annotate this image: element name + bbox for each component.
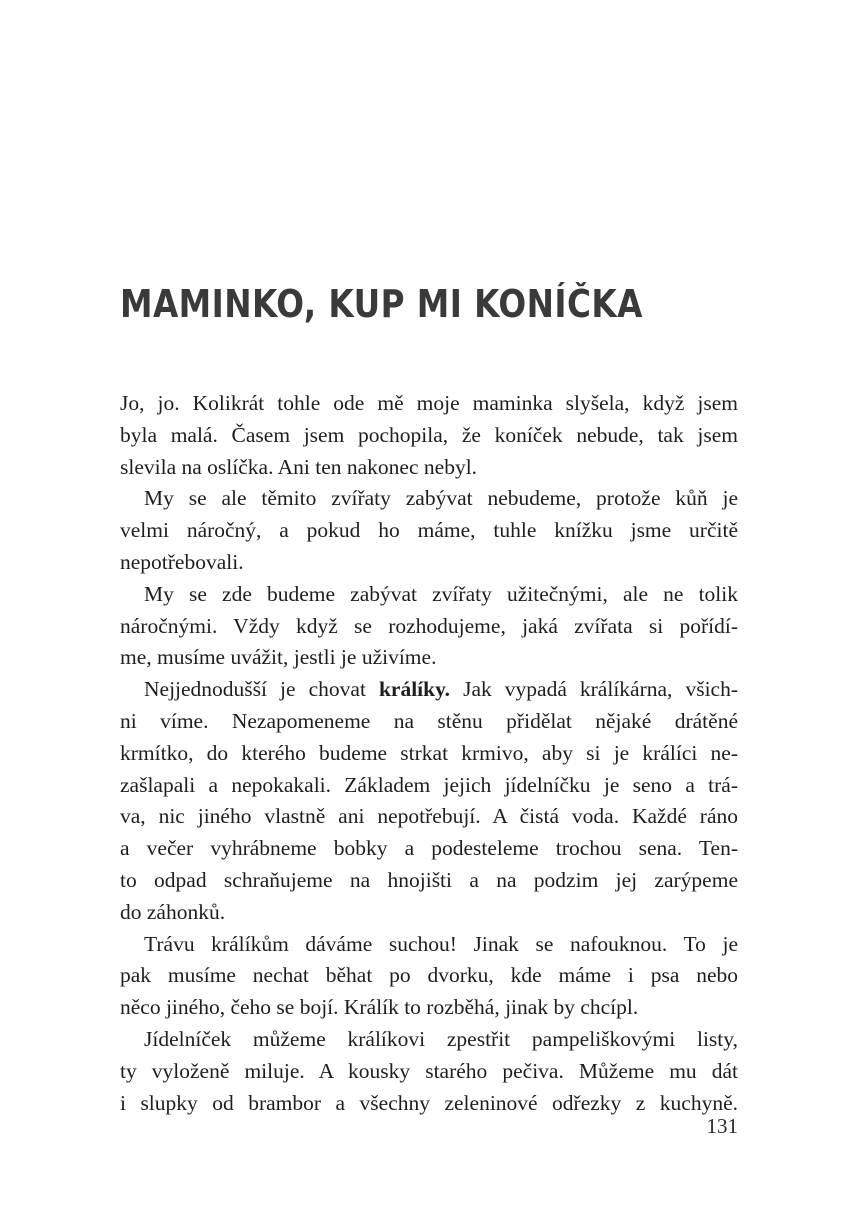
text-line — [120, 674, 738, 706]
text-line: něco jiného, čeho se bojí. Králík to rozběhá, jinak by chcípl. — [120, 995, 639, 1020]
text-line: velmi náročný, a pokud ho máme, tuhle knížku jsme určitě — [120, 518, 738, 543]
text-line: byla malá. Časem jsem pochopila, že koníček nebude, tak jsem — [120, 422, 738, 447]
text-line: pak musíme nechat běhat po dvorku, kde máme i psa nebo — [120, 963, 738, 988]
text-line: me, musíme uvážit, jestli je uživíme. — [120, 645, 437, 670]
text-line: My se ale těmito zvířaty zabývat nebudeme, protože kůň je — [144, 486, 738, 511]
text-line: nepotřebovali. — [120, 549, 244, 574]
paragraph-6 — [120, 1024, 738, 1119]
text-fragment: Jak vypadá králíkárna, všich- — [450, 677, 738, 702]
text-line: Trávu králíkům dáváme suchou! Jinak se nafouknou. To je — [144, 931, 738, 956]
text-line: i slupky od brambor a všechny zeleninové odřezky z kuchyně. — [120, 1090, 738, 1115]
text-line: ni víme. Nezapomeneme na stěnu přidělat nějaké drátěné — [120, 708, 738, 733]
text-line: a večer vyhrábneme bobky a podesteleme trochou sena. Ten- — [120, 836, 738, 861]
text-line: Jo, jo. Kolikrát tohle ode mě moje maminka slyšela, když jsem — [120, 391, 738, 415]
text-fragment: Nejjednodušší je chovat — [144, 677, 379, 702]
text-line: ty vyloženě miluje. A kousky starého pečiva. Můžeme mu dát — [120, 1058, 738, 1083]
text-line: krmítko, do kterého budeme strkat krmivo, aby si je králíci ne- — [120, 740, 738, 765]
paragraph-3 — [120, 579, 738, 674]
text-line: náročnými. Vždy když se rozhodujeme, jaká zvířata si pořídí- — [120, 613, 738, 638]
text-line: Jídelníček můžeme králíkovi zpestřit pampeliškovými listy, — [144, 1026, 738, 1051]
paragraph-4 — [120, 674, 738, 928]
text-line: My se zde budeme zabývat zvířaty užitečnými, ale ne tolik — [144, 581, 738, 606]
paragraph-5 — [120, 929, 738, 1024]
text-line: slevila na oslíčka. Ani ten nakonec nebyl. — [120, 454, 478, 479]
text-line: va, nic jiného vlastně ani nepotřebují. A čistá voda. Každé ráno — [120, 804, 738, 829]
text-line: to odpad schraňujeme na hnojišti a na podzim jej zarýpeme — [120, 867, 738, 892]
chapter-title: MAMINKO, KUP MI KONÍČKA — [120, 282, 643, 326]
bold-term: králíky. — [378, 677, 451, 702]
paragraph-2 — [120, 483, 738, 578]
paragraph-1 — [120, 388, 738, 483]
text-line: zašlapali a nepokakali. Základem jejich jídelníčku je seno a trá- — [120, 772, 738, 797]
page-number: 131 — [706, 1114, 738, 1138]
body-text — [120, 388, 738, 1119]
text-line: do záhonků. — [120, 899, 226, 924]
